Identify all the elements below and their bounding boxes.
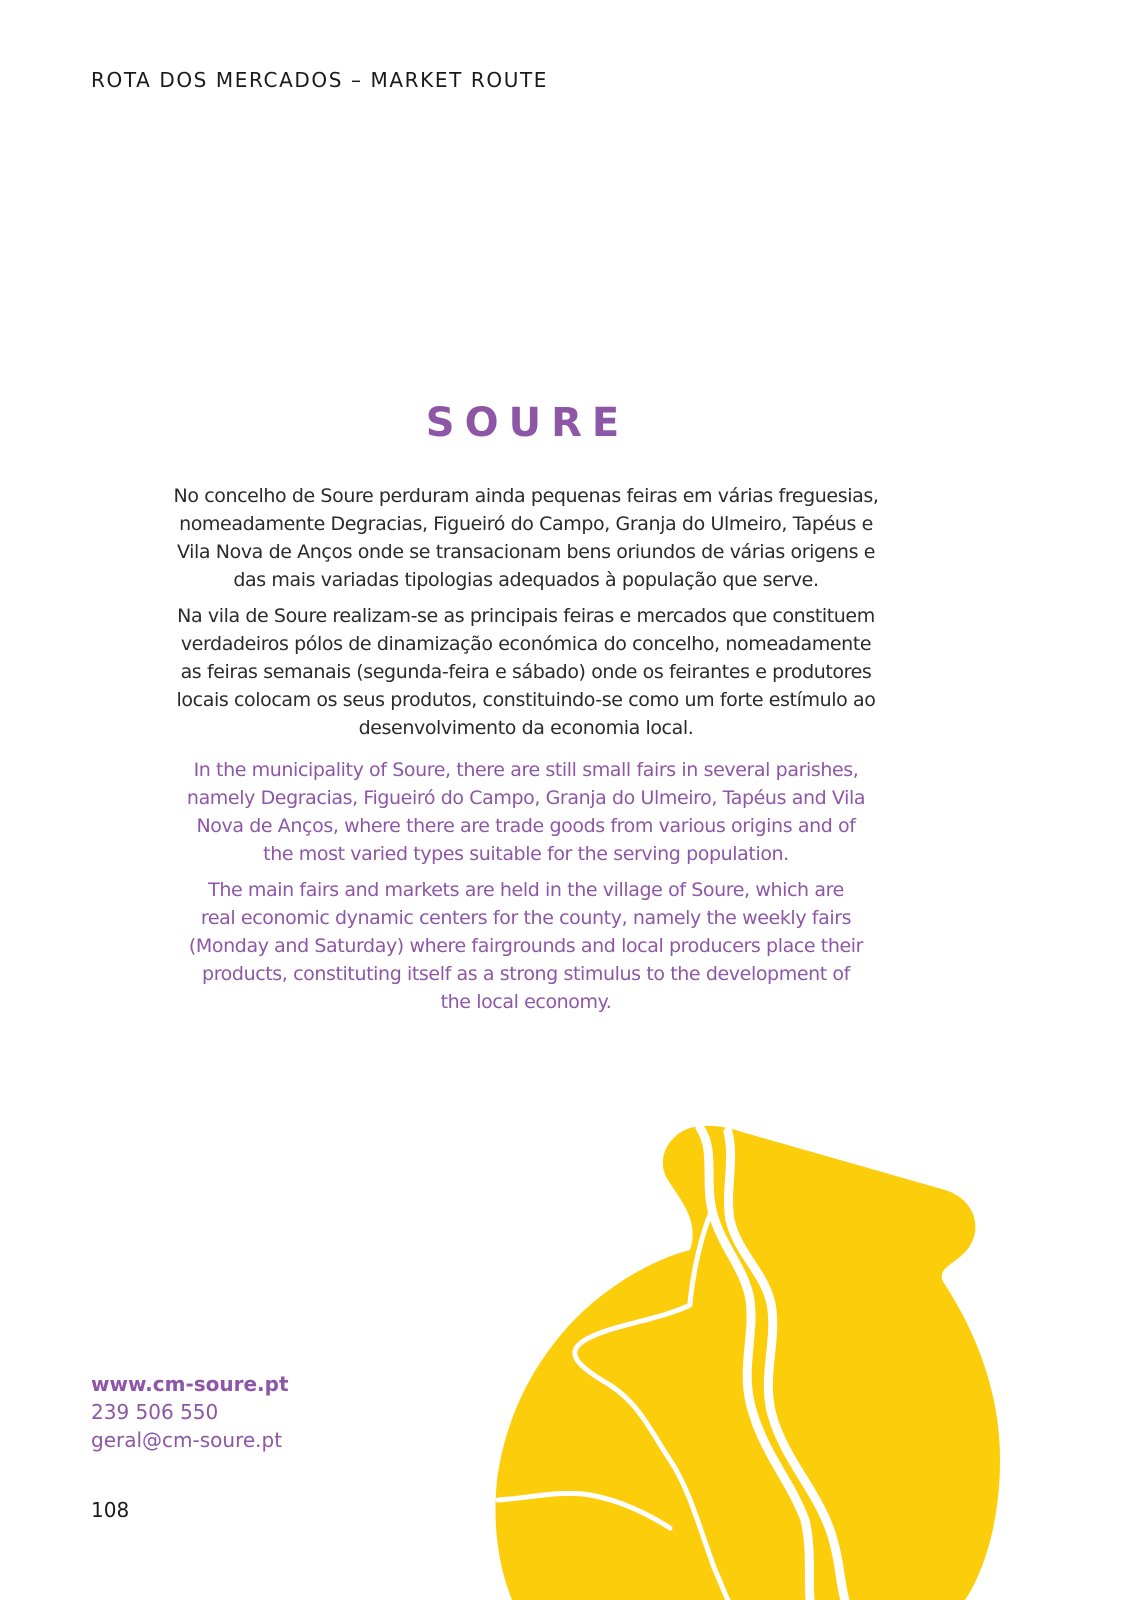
- paragraph-line: the most varied types suitable for the serving population.: [263, 843, 789, 865]
- page-title: SOURE: [425, 400, 630, 446]
- paragraph-line: the local economy.: [440, 991, 612, 1013]
- paragraph-line: Vila Nova de Anços onde se transacionam bens oriundos de várias origens e: [176, 541, 875, 563]
- paragraph-line: The main fairs and markets are held in the village of Soure, which are: [208, 879, 844, 901]
- paragraph-pt-2: [143, 602, 909, 742]
- paragraph-line: Na vila de Soure realizam-se as principais feiras e mercados que constituem: [177, 605, 875, 627]
- paragraph-line: desenvolvimento da economia local.: [358, 717, 694, 739]
- phone-number[interactable]: 239 506 550: [91, 1400, 219, 1424]
- paragraph-en-2: [143, 876, 909, 1016]
- paragraph-line: verdadeiros pólos de dinamização económica do concelho, nomeadamente: [180, 633, 872, 655]
- paragraph-line: No concelho de Soure perduram ainda pequenas feiras em várias freguesias,: [173, 485, 879, 507]
- paragraph-line: nomeadamente Degracias, Figueiró do Campo, Granja do Ulmeiro, Tapéus e: [179, 513, 873, 535]
- municipality-map-illustration: [480, 1110, 1010, 1600]
- paragraph-line: das mais variadas tipologias adequados à população que serve.: [233, 569, 819, 591]
- paragraph-line: as feiras semanais (segunda-feira e sábado) onde os feirantes e produtores: [180, 661, 872, 683]
- paragraph-line: real economic dynamic centers for the county, namely the weekly fairs: [200, 907, 852, 929]
- paragraph-line: Nova de Anços, where there are trade goods from various origins and of: [196, 815, 856, 837]
- paragraph-pt-1: [143, 482, 909, 594]
- paragraph-line: locais colocam os seus produtos, constituindo-se como um forte estímulo ao: [176, 689, 876, 711]
- page-number: 108: [91, 1498, 130, 1522]
- paragraph-line: products, constituting itself as a strong stimulus to the development of: [202, 963, 850, 985]
- website-link[interactable]: www.cm-soure.pt: [91, 1372, 289, 1396]
- paragraph-line: namely Degracias, Figueiró do Campo, Granja do Ulmeiro, Tapéus and Vila: [186, 787, 866, 809]
- email-link[interactable]: geral@cm-soure.pt: [91, 1428, 283, 1452]
- paragraph-en-1: [143, 756, 909, 868]
- contact-info: [91, 1370, 289, 1454]
- running-header: ROTA DOS MERCADOS – MARKET ROUTE: [91, 68, 549, 92]
- paragraph-line: (Monday and Saturday) where fairgrounds and local producers place their: [188, 935, 864, 957]
- paragraph-line: In the municipality of Soure, there are still small fairs in several parishes,: [193, 759, 859, 781]
